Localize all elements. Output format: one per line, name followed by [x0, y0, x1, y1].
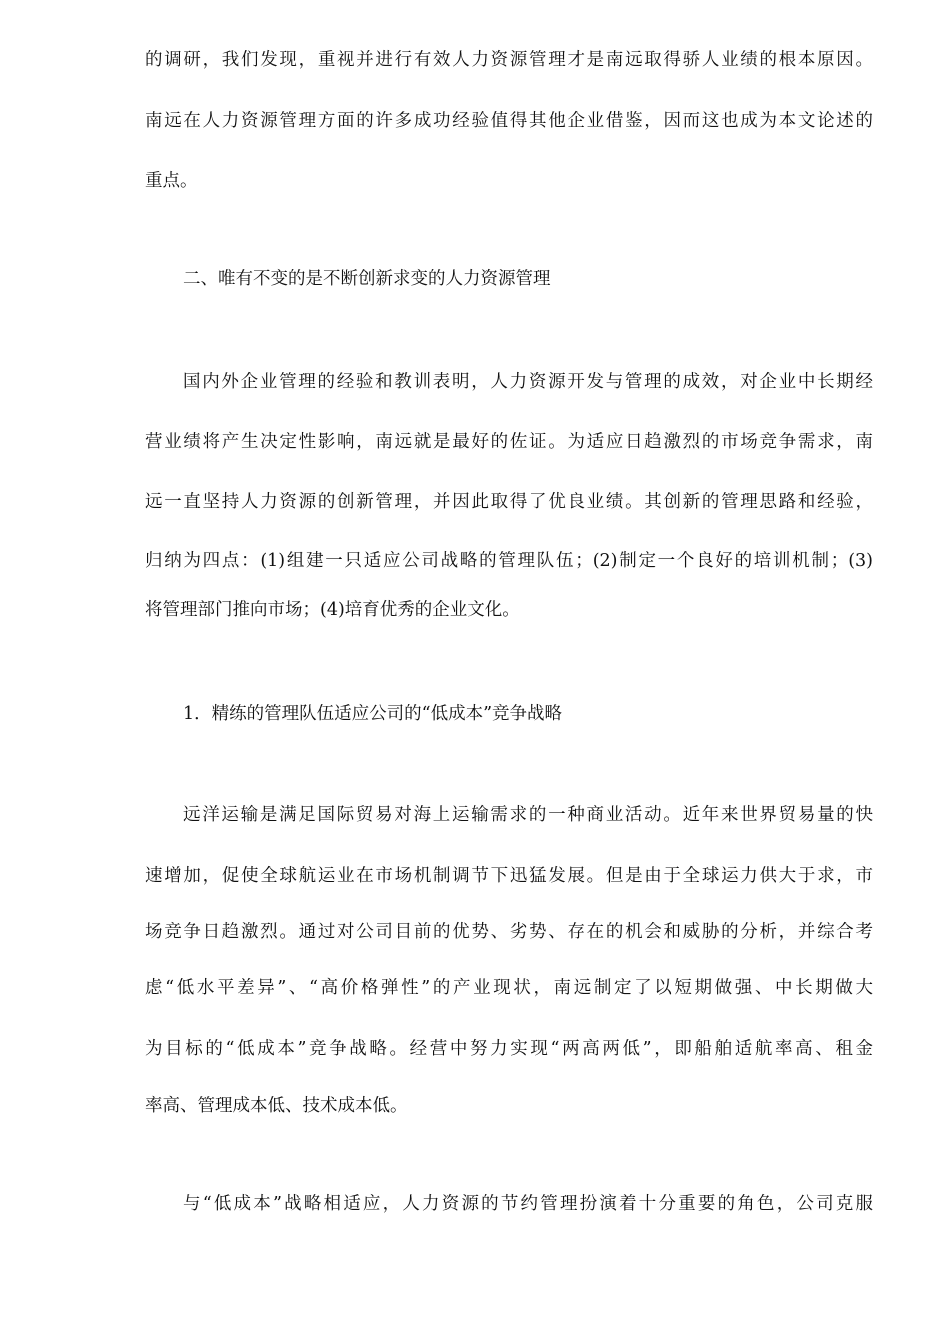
- paragraph-line: 远一直坚持人力资源的创新管理，并因此取得了优良业绩。其创新的管理思路和经验，: [145, 492, 873, 512]
- paragraph-line: 南远在人力资源管理方面的许多成功经验值得其他企业借鉴，因而这也成为本文论述的: [145, 111, 873, 131]
- paragraph-line: 率高、管理成本低、技术成本低。: [145, 1096, 408, 1116]
- paragraph-line: 与“低成本”战略相适应，人力资源的节约管理扮演着十分重要的角色，公司克服: [183, 1194, 873, 1214]
- paragraph-line: 的调研，我们发现，重视并进行有效人力资源管理才是南远取得骄人业绩的根本原因。: [145, 50, 873, 70]
- paragraph-line: 国内外企业管理的经验和教训表明，人力资源开发与管理的成效，对企业中长期经: [183, 372, 873, 392]
- paragraph-line: 远洋运输是满足国际贸易对海上运输需求的一种商业活动。近年来世界贸易量的快: [183, 805, 873, 825]
- subsection-heading: 1．精练的管理队伍适应公司的“低成本”竞争战略: [183, 704, 563, 724]
- paragraph-line: 营业绩将产生决定性影响，南远就是最好的佐证。为适应日趋激烈的市场竞争需求，南: [145, 432, 873, 452]
- paragraph-line: 场竞争日趋激烈。通过对公司目前的优势、劣势、存在的机会和威胁的分析，并综合考: [145, 922, 873, 942]
- paragraph-line: 归纳为四点：(1)组建一只适应公司战略的管理队伍；(2)制定一个良好的培训机制；(3): [145, 551, 873, 571]
- paragraph-line: 速增加，促使全球航运业在市场机制调节下迅猛发展。但是由于全球运力供大于求，市: [145, 866, 873, 886]
- section-heading: 二、唯有不变的是不断创新求变的人力资源管理: [183, 269, 551, 289]
- paragraph-line: 将管理部门推向市场；(4)培育优秀的企业文化。: [145, 600, 520, 620]
- paragraph-line: 为目标的“低成本”竞争战略。经营中努力实现“两高两低”，即船舶适航率高、租金: [145, 1039, 873, 1059]
- paragraph-line: 虑“低水平差异”、“高价格弹性”的产业现状，南远制定了以短期做强、中长期做大: [145, 978, 873, 998]
- paragraph-line: 重点。: [145, 171, 198, 191]
